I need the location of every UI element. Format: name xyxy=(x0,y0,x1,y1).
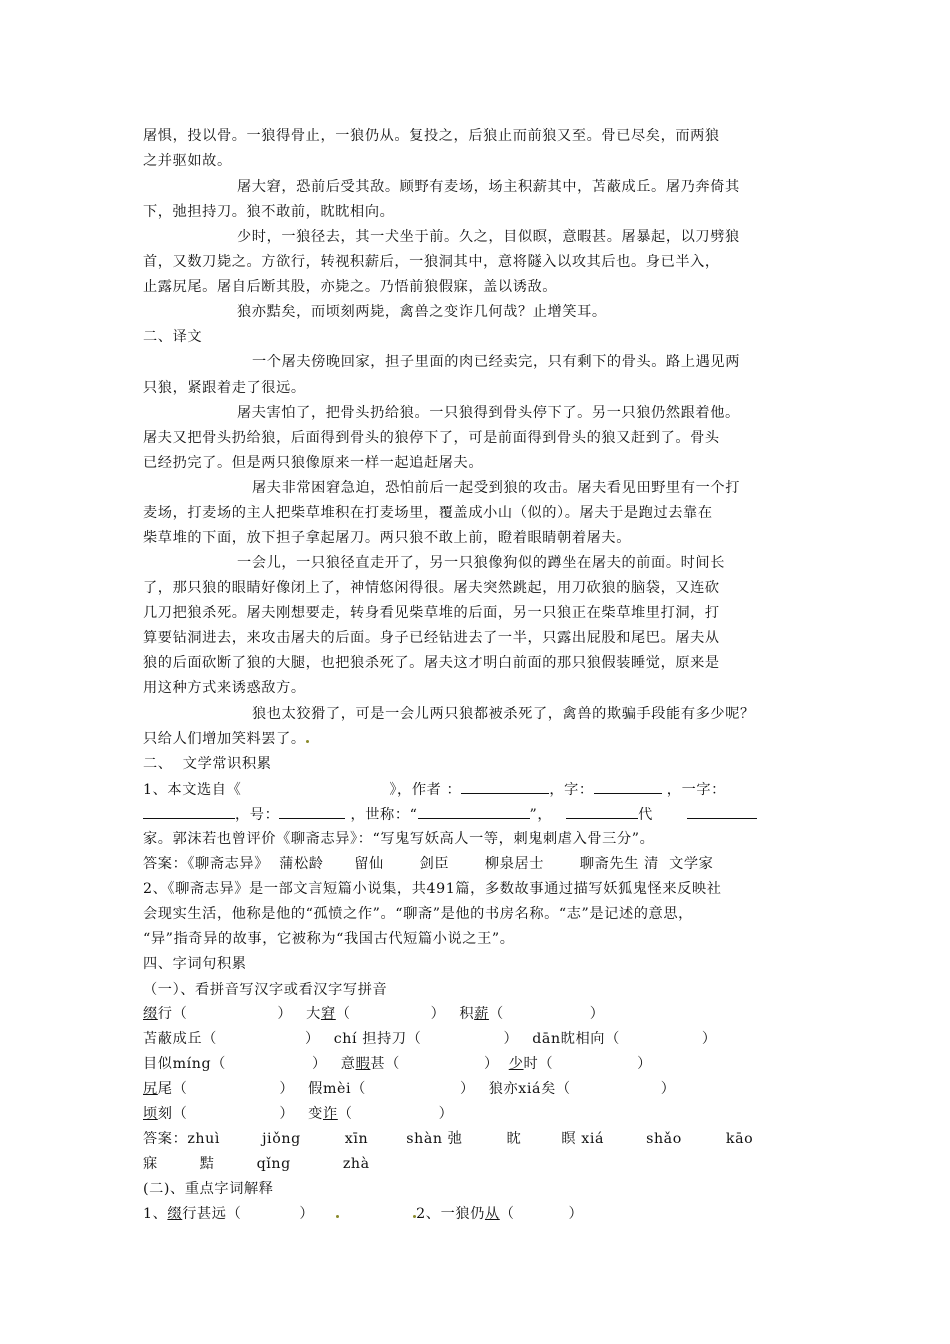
mark-dot xyxy=(336,1215,339,1218)
translation-line: 柴草堆的下面，放下担子拿起屠刀。两只狼不敢上前，瞪着眼睛朝着屠夫。 xyxy=(143,530,631,546)
words-subheading-1: （一）、看拼音写汉字或看汉字写拼音 xyxy=(143,982,388,998)
q1-text: ，世称：“ xyxy=(345,807,418,823)
row-text: chí 担持刀（ xyxy=(333,1031,422,1047)
row-text: 时（ xyxy=(523,1056,554,1072)
answer-item: kāo xyxy=(725,1131,754,1147)
section-heading-literature: 二、 文学常识积累 xyxy=(143,756,272,772)
row-text: ） xyxy=(637,1056,652,1072)
blank-pen-name[interactable] xyxy=(279,804,345,819)
key-word-questions xyxy=(143,1204,583,1224)
q1-text: ”， xyxy=(529,807,553,823)
answer-item: 答案：zhuì xyxy=(143,1131,221,1147)
question-text: ） xyxy=(568,1206,584,1222)
translation-line: 用这种方式来诱惑敌方。 xyxy=(143,680,306,696)
row-text: ） xyxy=(438,1106,454,1122)
original-line: 狼亦黠矣，而顷刻两毙，禽兽之变诈几何哉？止增笑耳。 xyxy=(237,304,607,320)
translation-line: 一个屠夫傍晚回家，担子里面的肉已经卖完，只有剩下的骨头。路上遇见两 xyxy=(252,354,740,370)
row-text: 积 xyxy=(459,1006,475,1022)
blank-profession[interactable] xyxy=(687,804,757,819)
translation-line: 算要钻洞进去，来攻击屠夫的后面。身子已经钻进去了一半，只露出屁股和尾巴。屠夫从 xyxy=(143,630,720,646)
translation-line: 狼的后面砍断了狼的大腿，也把狼杀死了。屠夫这才明白前面的那只狼假装睡觉，原来是 xyxy=(143,655,720,671)
original-line: 首，又数刀毙之。方欲行，转视积薪后，一狼洞其中，意将隧入以攻其后也。身已半入， xyxy=(143,254,720,270)
row-text: ） xyxy=(660,1081,676,1097)
row-text: （ xyxy=(335,1006,351,1022)
question-text: 2、一狼仍 xyxy=(416,1206,485,1222)
row-text: ） xyxy=(279,1081,295,1097)
answer-item: shàn 弛 xyxy=(406,1131,463,1147)
blank-author[interactable] xyxy=(461,779,549,794)
question-text: ） xyxy=(299,1206,315,1222)
translation-line: 一会儿，一只狼径直走开了，另一只狼像狗似的蹲坐在屠夫的前面。时间长 xyxy=(237,555,725,571)
q1-text: ，一字： xyxy=(661,782,726,798)
blank-known-as[interactable] xyxy=(418,804,530,819)
translation-line: 麦场，打麦场的主人把柴草堆积在打麦场里，覆盖成小山（似的）。屠夫于是跑过去靠在 xyxy=(143,505,713,521)
underlined-char: 窘 xyxy=(320,1006,336,1022)
original-line: 屠大窘，恐前后受其敌。顾野有麦场，场主积薪其中，苫蔽成丘。屠乃奔倚其 xyxy=(237,179,740,195)
blank-source[interactable] xyxy=(241,780,389,794)
original-line: 屠惧，投以骨。一狼得骨止，一狼仍从。复投之，后狼止而前狼又至。骨已尽矣，而两狼 xyxy=(143,128,720,144)
answer-item: zhà xyxy=(342,1156,370,1172)
pinyin-row-2 xyxy=(143,1029,717,1049)
pinyin-row-4 xyxy=(143,1079,675,1099)
q1-text: 1、本文选自《 xyxy=(143,782,242,798)
answer-item: 瞑 xiá xyxy=(561,1131,605,1147)
row-text: 甚（ xyxy=(370,1056,400,1072)
translation-line: 几刀把狼杀死。屠夫刚想要走，转身看见柴草堆的后面，另一只狼正在柴草堆里打洞，打 xyxy=(143,605,720,621)
blank-alt-name[interactable] xyxy=(143,804,235,819)
answer-item: jiǒng xyxy=(262,1131,301,1147)
row-text: ） xyxy=(304,1031,320,1047)
original-line: 下，弛担持刀。狼不敢前，眈眈相向。 xyxy=(143,204,395,220)
question-text: 行甚远（ xyxy=(182,1206,242,1222)
underlined-char: 少 xyxy=(508,1056,524,1072)
blank-dynasty[interactable] xyxy=(566,804,638,819)
pinyin-answer-2 xyxy=(143,1154,370,1174)
pinyin-row-5 xyxy=(143,1104,453,1124)
translation-line: 已经扔完了。但是两只狼像原来一样一起追赶屠夫。 xyxy=(143,455,484,471)
row-text: 行（ xyxy=(157,1006,188,1022)
row-text: ） xyxy=(430,1006,446,1022)
literature-q2-line: “异”指奇异的故事，它被称为“我国古代短篇小说之王”。 xyxy=(143,931,515,947)
original-line: 之并驱如故。 xyxy=(143,153,232,169)
answer-item: shǎo xyxy=(646,1131,682,1147)
underlined-char: 顷 xyxy=(143,1106,158,1122)
row-text: ） xyxy=(503,1031,519,1047)
row-text: 变 xyxy=(308,1106,323,1122)
blank-courtesy-name[interactable] xyxy=(594,779,662,794)
pinyin-row-3 xyxy=(143,1054,652,1074)
literature-q2-line: 2、《聊斋志异》是一部文言短篇小说集，共491篇，多数故事通过描写妖狐鬼怪来反映社 xyxy=(143,881,722,897)
answer-item: 眈 xyxy=(506,1131,522,1147)
row-text: ） xyxy=(701,1031,717,1047)
q1-text: ，字： xyxy=(549,782,594,798)
translation-line: 只狼，紧跟着走了很远。 xyxy=(143,380,306,396)
translation-line-text: 只给人们增加笑料罢了。 xyxy=(143,731,306,747)
answer-item: 黠 xyxy=(199,1156,215,1172)
row-text: ） xyxy=(279,1106,295,1122)
q1-text: 代 xyxy=(638,807,653,823)
row-text: dān眈相向（ xyxy=(532,1031,620,1047)
translation-line: 了，那只狼的眼睛好像闭上了，神情悠闲得很。屠夫突然跳起，用刀砍狼的脑袋，又连砍 xyxy=(143,580,720,596)
underlined-char: 诈 xyxy=(322,1106,338,1122)
row-text: （ xyxy=(337,1106,353,1122)
translation-line: 狼也太狡猾了，可是一会儿两只狼都被杀死了，禽兽的欺骗手段能有多少呢？ xyxy=(252,706,755,722)
words-subheading-2: (二)、重点字词解释 xyxy=(143,1181,274,1197)
underlined-char: 从 xyxy=(484,1206,500,1222)
underlined-char: 缀 xyxy=(167,1206,183,1222)
translation-line xyxy=(143,729,309,749)
row-text: 尾（ xyxy=(157,1081,188,1097)
pinyin-row-1 xyxy=(143,1004,605,1024)
answer-item: 寐 xyxy=(143,1156,158,1172)
literature-answer: 答案：《聊斋志异》 蒲松龄 留仙 剑臣 柳泉居士 聊斋先生 清 文学家 xyxy=(143,856,714,872)
row-text: ） xyxy=(311,1056,327,1072)
literature-q1-line3: 家。郭沫若也曾评价《聊斋志异》：“写鬼写妖高人一等，刺鬼刺虐入骨三分”。 xyxy=(143,831,655,847)
translation-line: 屠夫又把骨头扔给狼，后面得到骨头的狼停下了，可是前面得到骨头的狼又赶到了。骨头 xyxy=(143,430,720,446)
pinyin-answer-1 xyxy=(143,1129,753,1149)
translation-line: 屠夫害怕了，把骨头扔给狼。一只狼得到骨头停下了。另一只狼仍然跟着他。 xyxy=(237,405,740,421)
underlined-char: 薪 xyxy=(474,1006,489,1022)
literature-q2-line: 会现实生活，他称是他的“孤愤之作”。“聊斋”是他的书房名称。“志”是记述的意思， xyxy=(143,906,693,922)
underlined-char: 暇 xyxy=(355,1056,371,1072)
row-text: ） xyxy=(589,1006,605,1022)
row-text: （ xyxy=(488,1006,504,1022)
answer-item: xīn xyxy=(344,1131,369,1147)
row-text: 狼亦xiá矣（ xyxy=(488,1081,571,1097)
row-text: 苫蔽成丘（ xyxy=(143,1031,217,1047)
mark-dot xyxy=(306,740,309,743)
original-line: 少时，一狼径去，其一犬坐于前。久之，目似瞑，意暇甚。屠暴起，以刀劈狼 xyxy=(237,229,740,245)
q1-text: 》，作者 ： xyxy=(389,782,462,798)
row-text: 目似míng（ xyxy=(143,1056,226,1072)
underlined-char: 尻 xyxy=(143,1081,158,1097)
row-text: 意 xyxy=(340,1056,356,1072)
translation-line: 屠夫非常困窘急迫，恐怕前后一起受到狼的攻击。屠夫看见田野里有一个打 xyxy=(252,480,740,496)
row-text: 大 xyxy=(306,1006,321,1022)
literature-q1-line1 xyxy=(143,779,726,800)
question-text: （ xyxy=(499,1206,515,1222)
q1-text: ，号： xyxy=(235,807,280,823)
section-heading-words: 四、字词句积累 xyxy=(143,956,247,972)
underlined-char: 缀 xyxy=(143,1006,158,1022)
row-text: ） xyxy=(277,1006,293,1022)
literature-q1-line2 xyxy=(143,804,757,825)
section-heading-translation: 二、译文 xyxy=(143,329,203,345)
original-line: 止露尻尾。屠自后断其股，亦毙之。乃悟前狼假寐，盖以诱敌。 xyxy=(143,279,558,295)
row-text: ） xyxy=(459,1081,475,1097)
row-text: 假mèi（ xyxy=(308,1081,366,1097)
question-text: 1、 xyxy=(143,1206,168,1222)
row-text: 刻（ xyxy=(157,1106,188,1122)
answer-item: qǐng xyxy=(256,1156,291,1172)
row-text: ） xyxy=(483,1056,499,1072)
